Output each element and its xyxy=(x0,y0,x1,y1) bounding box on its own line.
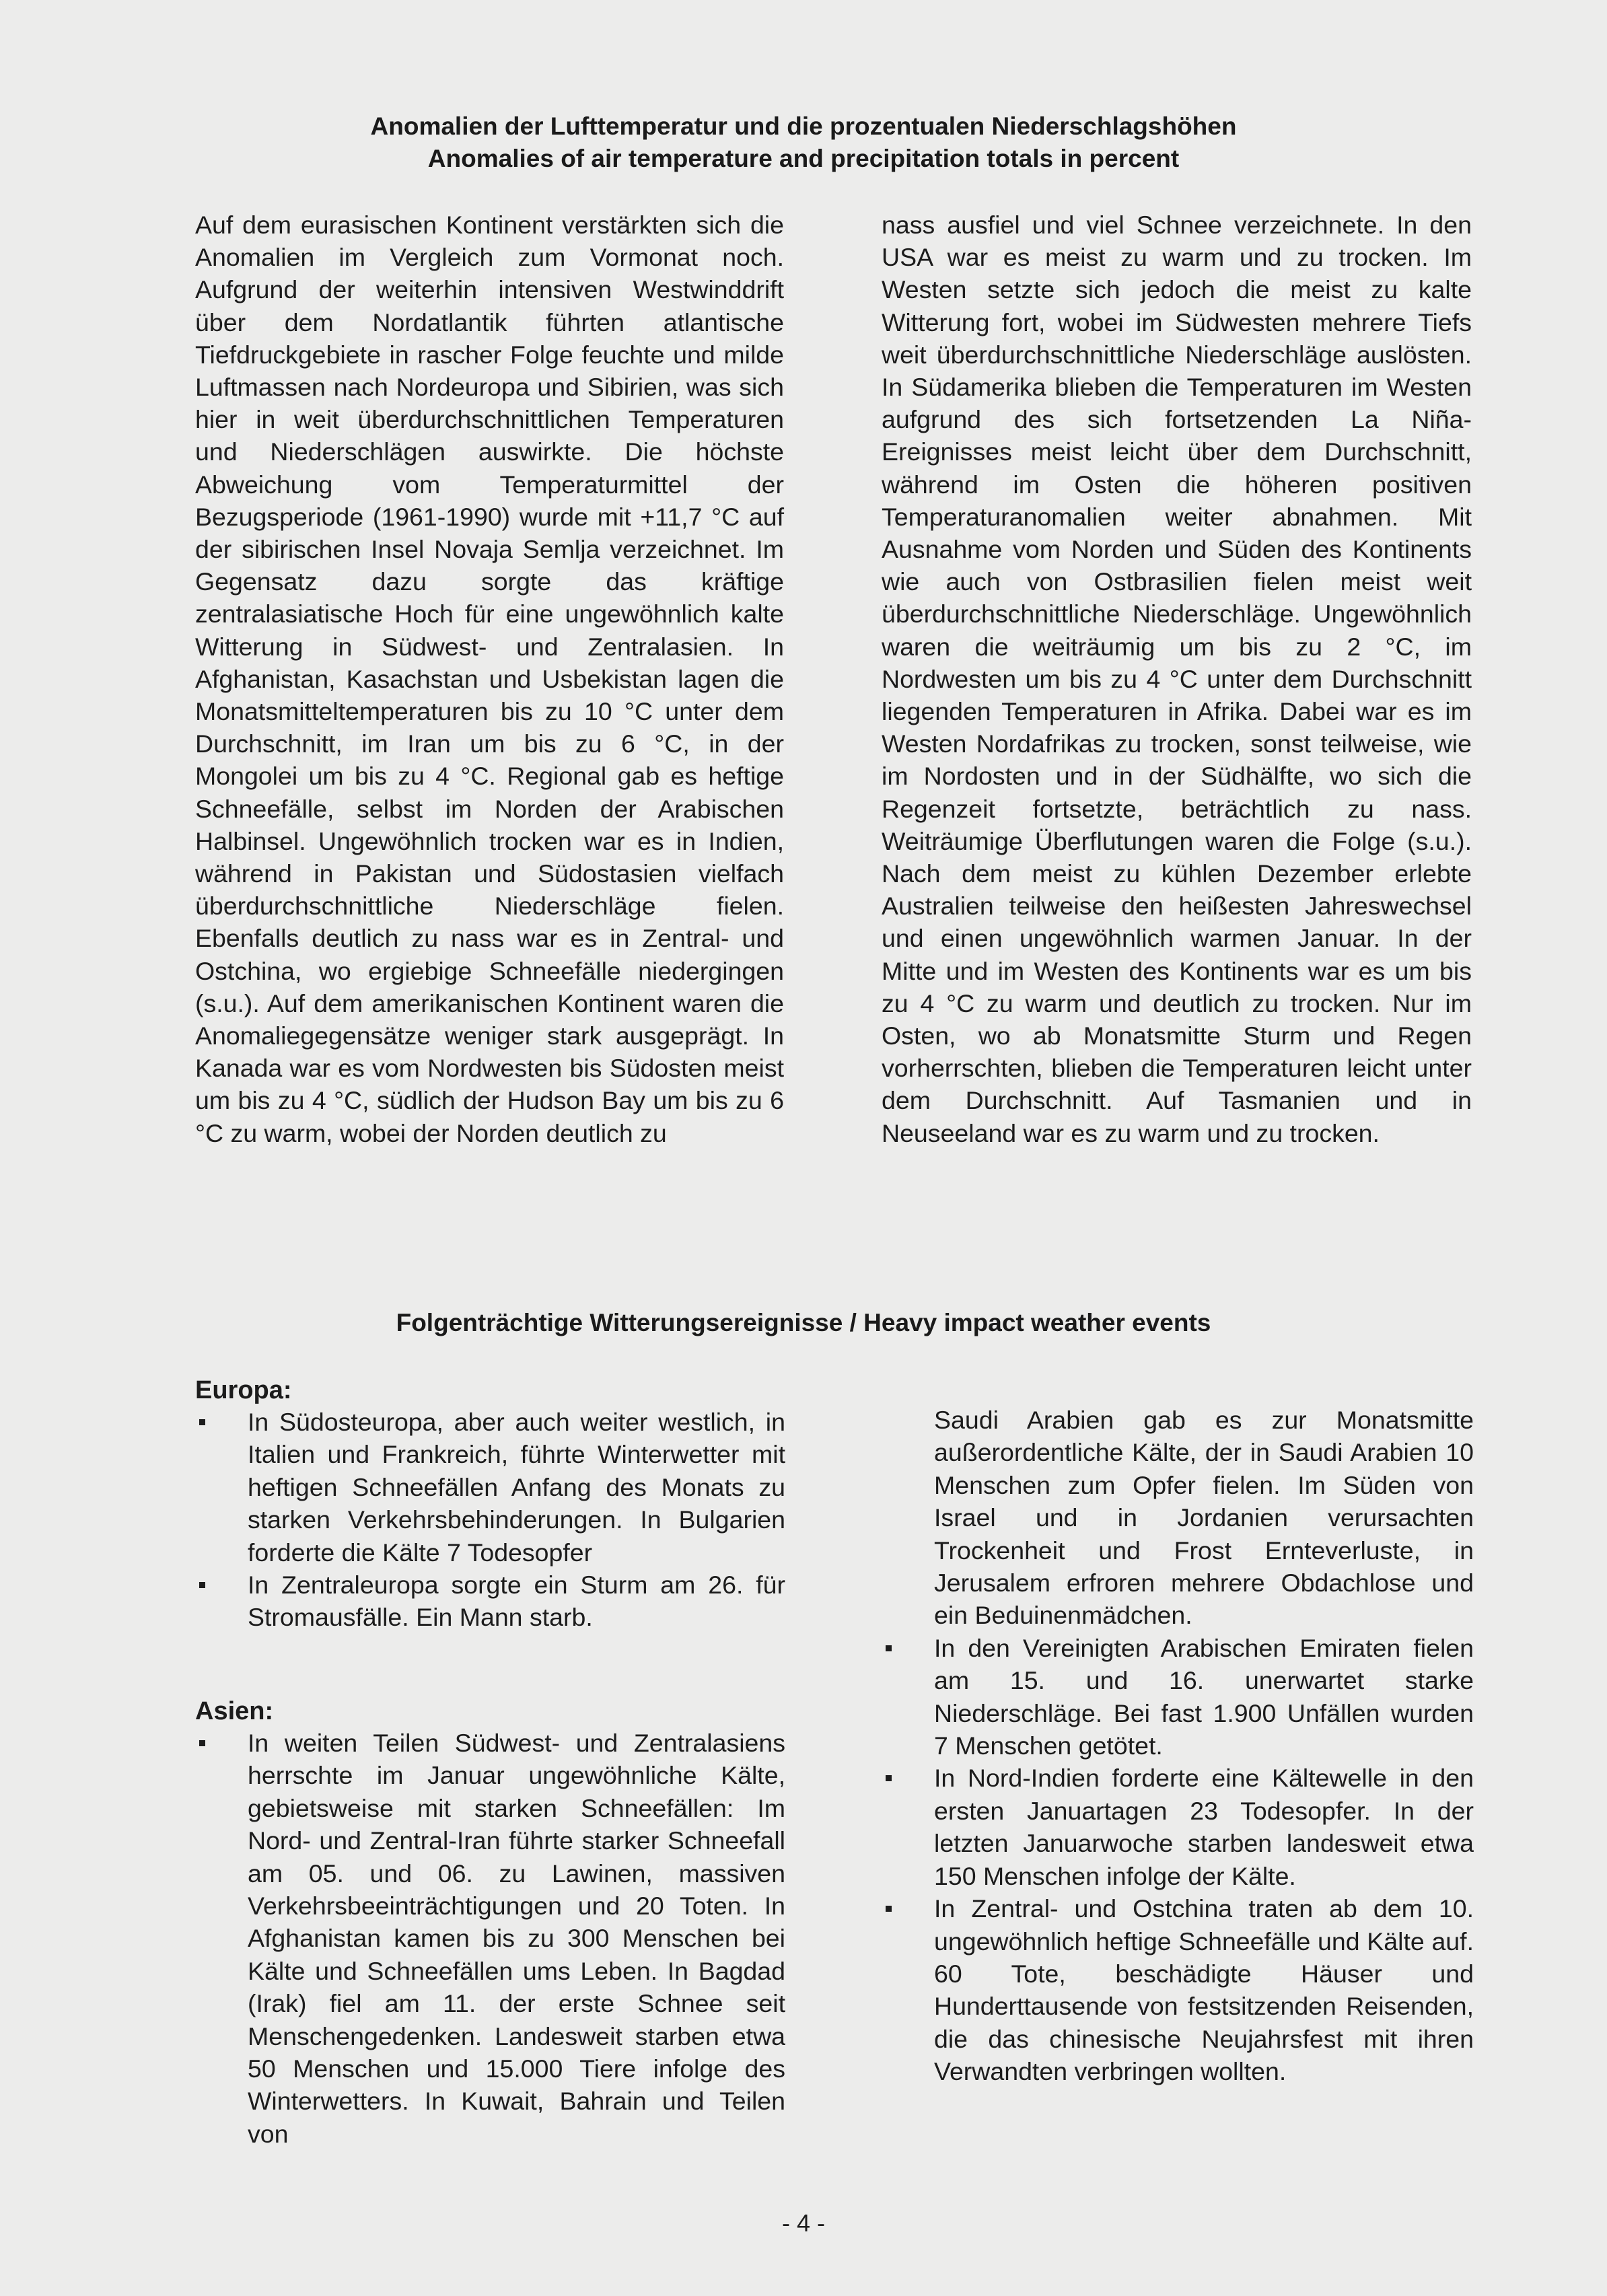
asia-section-continued xyxy=(882,1404,1474,2088)
section-heading-weather-events: Folgenträchtige Witterungsereignisse / Heavy impact weather events xyxy=(396,1309,1211,1336)
bullet-square-icon xyxy=(199,1740,205,1746)
list-item xyxy=(882,1762,1474,1892)
asia-event-list xyxy=(195,1727,785,2150)
event-text: In Nord-Indien forderte eine Kältewelle in den ersten Januartagen 23 Todesopfer. In der letzten Januarwoche starben landesweit etwa 150 Menschen infolge der Kälte. xyxy=(934,1764,1474,1890)
bullet-square-icon xyxy=(886,1645,892,1651)
bullet-square-icon xyxy=(199,1582,205,1588)
europe-event-list xyxy=(195,1406,785,1634)
section-heading-anomalies xyxy=(0,110,1607,175)
event-text: In den Vereinigten Arabischen Emiraten fielen am 15. und 16. unerwartet starke Niederschläge. Bei fast 1.900 Unfällen wurden 7 Menschen getötet. xyxy=(934,1633,1474,1760)
list-item xyxy=(195,1406,785,1569)
page-number: - 4 - xyxy=(781,2209,825,2237)
anomalies-text-right-column: nass ausfiel und viel Schnee verzeichnete. In den USA war es meist zu warm und zu trocken. Im Westen setzte sich jedoch die meist zu kalte Witterung fort, wobei im Südwesten mehrere Tiefs weit überdurchschnittliche Niederschläge auslösten. In Südamerika blieben die Temperaturen im Westen aufgrund des sich fortsetzenden La Niña-Ereignisses meist leicht über dem Durchschnitt, während im Osten die höheren positiven Temperaturanomalien weiter abnahmen. Mit Ausnahme vom Norden und Süden des Kontinents wie auch von Ostbrasilien fielen meist weit überdurchschnittliche Niederschläge. Ungewöhnlich waren die weiträumig um bis zu 2 °C, im Nordwesten um bis zu 4 °C unter dem Durchschnitt liegenden Temperaturen in Afrika. Dabei war es im Westen Nordafrikas zu trocken, sonst teilweise, wie im Nordosten und in der Südhälfte, wo sich die Regenzeit fortsetzte, beträchtlich zu nass. Weiträumige Überflutungen waren die Folge (s.u.). Nach dem meist zu kühlen Dezember erlebte Australien teilweise den heißesten Jahreswechsel und einen ungewöhnlich warmen Januar. In der Mitte und im Westen des Kontinents war es um bis zu 4 °C zu warm und deutlich zu trocken. Nur im Osten, wo ab Monatsmitte Sturm und Regen vorherrschten, blieben die Temperaturen leicht unter dem Durchschnitt. Auf Tasmanien und in Neuseeland war es zu warm und zu trocken. xyxy=(882,211,1472,1147)
asia-title: Asien: xyxy=(195,1697,274,1725)
asia-section xyxy=(195,1696,785,2150)
europe-section xyxy=(195,1375,785,1634)
event-text: In Südosteuropa, aber auch weiter westlich, in Italien und Frankreich, führte Winterwetter mit heftigen Schneefällen Anfang des Monats zu starken Verkehrsbehinderungen. In Bulgarien forderte die Kälte 7 Todesopfer xyxy=(248,1408,785,1567)
list-item xyxy=(882,1892,1474,2087)
list-item xyxy=(882,1632,1474,1762)
heading-english: Anomalies of air temperature and precipitation totals in percent xyxy=(427,145,1180,172)
europe-title: Europa: xyxy=(195,1376,292,1404)
event-text: In Zentraleuropa sorgte ein Sturm am 26. für Stromausfälle. Ein Mann starb. xyxy=(248,1571,785,1632)
bullet-square-icon xyxy=(199,1419,205,1425)
list-item xyxy=(195,1727,785,2150)
anomalies-text-left-column: Auf dem eurasischen Kontinent verstärkten sich die Anomalien im Vergleich zum Vormonat noch. Aufgrund der weiterhin intensiven Westwinddrift über dem Nordatlantik führten atlantische Tiefdruckgebiete in rascher Folge feuchte und milde Luftmassen nach Nordeuropa und Sibirien, was sich hier in weit überdurchschnittlichen Temperaturen und Niederschlägen auswirkte. Die höchste Abweichung vom Temperaturmittel der Bezugsperiode (1961-1990) wurde mit +11,7 °C auf der sibirischen Insel Novaja Semlja verzeichnet. Im Gegensatz dazu sorgte das kräftige zentralasiatische Hoch für eine ungewöhnlich kalte Witterung in Südwest- und Zentralasien. In Afghanistan, Kasachstan und Usbekistan lagen die Monatsmitteltemperaturen bis zu 10 °C unter dem Durchschnitt, im Iran um bis zu 6 °C, in der Mongolei um bis zu 4 °C. Regional gab es heftige Schneefälle, selbst im Norden der Arabischen Halbinsel. Ungewöhnlich trocken war es in Indien, während in Pakistan und Südostasien vielfach überdurchschnittliche Niederschläge fielen. Ebenfalls deutlich zu nass war es in Zentral- und Ostchina, wo ergiebige Schneefälle niedergingen (s.u.). Auf dem amerikanischen Kontinent waren die Anomaliegegensätze weniger stark ausgeprägt. In Kanada war es vom Nordwesten bis Südosten meist um bis zu 4 °C, südlich der Hudson Bay um bis zu 6 °C zu warm, wobei der Norden deutlich zu xyxy=(195,211,784,1147)
bullet-square-icon xyxy=(886,1775,892,1781)
bullet-square-icon xyxy=(886,1906,892,1912)
heading-german: Anomalien der Lufttemperatur und die prozentualen Niederschlagshöhen xyxy=(370,112,1237,140)
event-text-continuation: Saudi Arabien gab es zur Monatsmitte außerordentliche Kälte, der in Saudi Arabien 10 Menschen zum Opfer fielen. Im Süden von Israel und in Jordanien verursachten Trockenheit und Frost Ernteverluste, in Jerusalem erfroren mehrere Obdachlose und ein Beduinenmädchen. xyxy=(934,1406,1474,1630)
asia-event-list-continued xyxy=(882,1632,1474,2088)
list-item xyxy=(195,1569,785,1634)
event-text: In weiten Teilen Südwest- und Zentralasiens herrschte im Januar ungewöhnliche Kälte, gebietsweise mit starken Schneefällen: Im Nord- und Zentral-Iran führte starker Schneefall am 05. und 06. zu Lawinen, massiven Verkehrsbeeinträchtigungen und 20 Toten. In Afghanistan kamen bis zu 300 Menschen bei Kälte und Schneefällen ums Leben. In Bagdad (Irak) fiel am 11. der erste Schnee seit Menschengedenken. Landesweit starben etwa 50 Menschen und 15.000 Tiere infolge des Winterwetters. In Kuwait, Bahrain und Teilen von xyxy=(248,1729,785,2148)
event-text: In Zentral- und Ostchina traten ab dem 10. ungewöhnlich heftige Schneefälle und Kälte auf. 60 Tote, beschädigte Häuser und Hunderttausende von festsitzenden Reisenden, die das chinesische Neujahrsfest mit ihren Verwandten verbringen wollten. xyxy=(934,1894,1474,2086)
